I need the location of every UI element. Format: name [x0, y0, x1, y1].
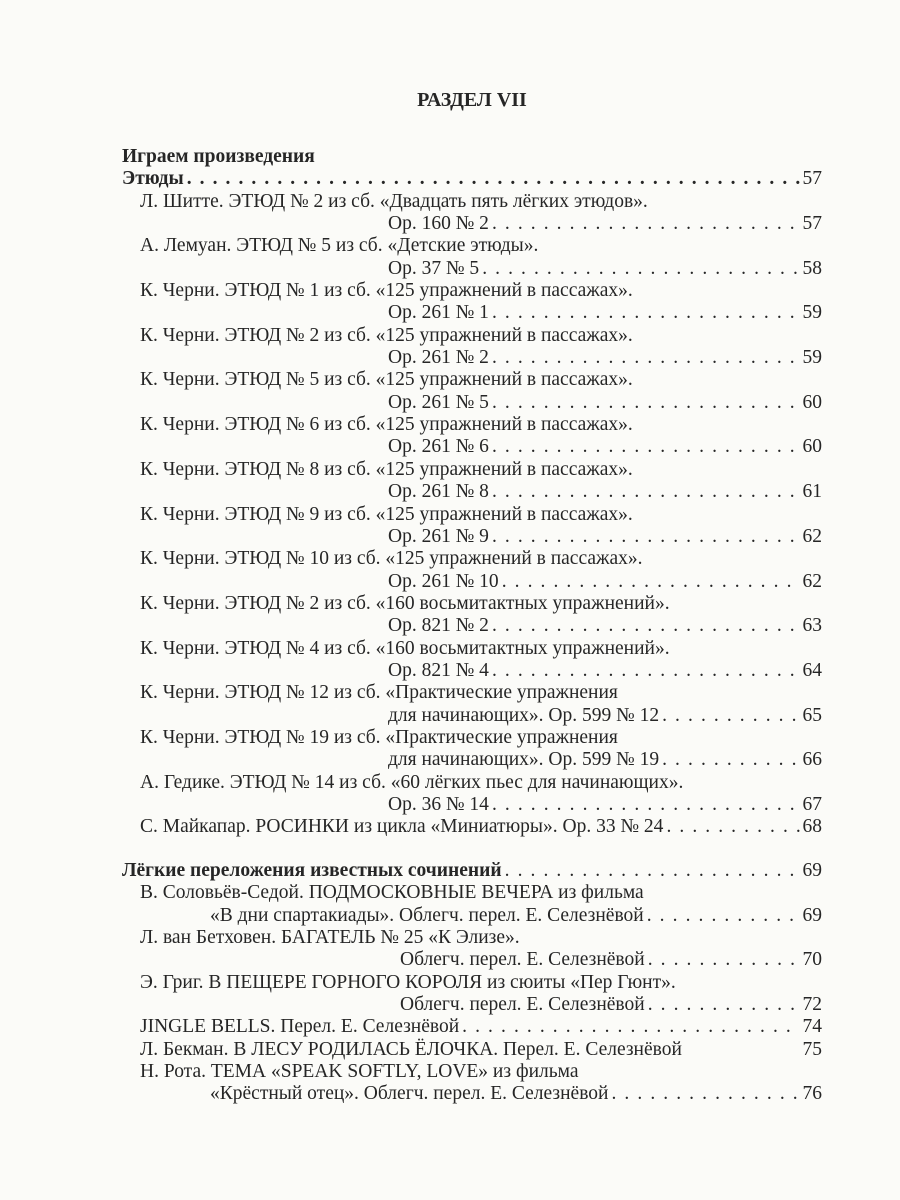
entry-text: Ор. 37 № 5 — [388, 257, 480, 279]
dot-leader — [489, 347, 800, 369]
entry-text: Л. ван Бетховен. БАГАТЕЛЬ № 25 «К Элизе». — [140, 927, 520, 949]
page-number: 60 — [802, 391, 822, 413]
toc-entry-line-with-page — [122, 571, 822, 593]
toc-entry-line — [122, 280, 822, 302]
toc-entry[interactable] — [122, 927, 822, 972]
entry-text: Ор. 261 № 2 — [388, 347, 489, 369]
entry-text: Ор. 261 № 9 — [388, 525, 489, 547]
dot-leader — [663, 816, 800, 838]
toc-entry-line — [122, 593, 822, 615]
entry-text: В. Соловьёв-Седой. ПОДМОСКОВНЫЕ ВЕЧЕРА из фильма — [140, 882, 644, 904]
page-number: 76 — [802, 1083, 822, 1105]
dot-leader — [489, 481, 800, 503]
toc-section-arrangements — [122, 860, 822, 1106]
entry-text: Ор. 261 № 5 — [388, 391, 489, 413]
entry-text: К. Черни. ЭТЮД № 6 из сб. «125 упражнений в пассажах». — [140, 414, 633, 436]
toc-entry-line — [122, 325, 822, 347]
dot-leader — [489, 213, 800, 235]
page-number: 61 — [802, 481, 822, 503]
toc-entry-line-with-page — [122, 816, 822, 838]
page-number: 75 — [802, 1038, 822, 1060]
toc-entry[interactable] — [122, 548, 822, 593]
toc-entry[interactable] — [122, 369, 822, 414]
toc-entry-line — [122, 972, 822, 994]
toc-entry-line — [122, 191, 822, 213]
toc-entry[interactable] — [122, 235, 822, 280]
toc-entry-line — [122, 1061, 822, 1083]
page-number: 62 — [802, 570, 822, 592]
page-number: 63 — [802, 615, 822, 637]
toc-entry[interactable] — [122, 816, 822, 838]
page-number: 62 — [802, 525, 822, 547]
dot-leader — [479, 258, 800, 280]
toc-entry-line-with-page — [122, 1083, 822, 1105]
page-number: 69 — [802, 904, 822, 926]
dot-leader — [499, 571, 800, 593]
entry-text: С. Майкапар. РОСИНКИ из цикла «Миниатюры». Ор. 33 № 24 — [140, 816, 664, 838]
page-number: 64 — [802, 659, 822, 681]
entry-text: Ор. 36 № 14 — [388, 793, 489, 815]
toc-entry-line-with-page — [122, 213, 822, 235]
entry-text: для начинающих». Ор. 599 № 12 — [388, 704, 660, 726]
toc-entry-line-with-page — [122, 905, 822, 927]
entry-text: К. Черни. ЭТЮД № 8 из сб. «125 упражнений в пассажах». — [140, 458, 633, 480]
toc-entry-line-with-page — [122, 794, 822, 816]
dot-leader — [659, 705, 800, 727]
entry-text: Ор. 261 № 10 — [388, 570, 499, 592]
entry-text: К. Черни. ЭТЮД № 9 из сб. «125 упражнений в пассажах». — [140, 503, 633, 525]
dot-leader — [489, 660, 800, 682]
toc-entry[interactable] — [122, 414, 822, 459]
toc-entry[interactable] — [122, 325, 822, 370]
toc-entry[interactable] — [122, 972, 822, 1017]
toc-entry[interactable] — [122, 280, 822, 325]
toc-entry[interactable] — [122, 882, 822, 927]
dot-leader — [459, 1016, 800, 1038]
toc-entry-line — [122, 459, 822, 481]
entry-text: Ор. 261 № 8 — [388, 481, 489, 503]
entry-text: К. Черни. ЭТЮД № 19 из сб. «Практические упражнения — [140, 726, 618, 748]
section-title: РАЗДЕЛ VII — [417, 89, 527, 111]
page-number: 58 — [802, 257, 822, 279]
entry-text: для начинающих». Ор. 599 № 19 — [388, 749, 660, 771]
page-number: 57 — [802, 213, 822, 235]
toc-entry-line — [122, 882, 822, 904]
page-number: 68 — [802, 816, 822, 838]
toc-entry-line-with-page — [122, 1016, 822, 1038]
toc-entry-line — [122, 682, 822, 704]
toc-entry-line — [122, 504, 822, 526]
page-number: 57 — [802, 168, 822, 190]
toc-entry-line-with-page — [122, 660, 822, 682]
page-number: 60 — [802, 436, 822, 458]
dot-leader — [608, 1083, 800, 1105]
toc-entry-line — [122, 727, 822, 749]
dot-leader — [489, 794, 800, 816]
dot-leader — [644, 905, 800, 927]
entry-text: «Крёстный отец». Облегч. перел. Е. Селезнёвой — [210, 1083, 609, 1105]
entry-text: К. Черни. ЭТЮД № 1 из сб. «125 упражнений в пассажах». — [140, 280, 633, 302]
toc-entry[interactable] — [122, 191, 822, 236]
page-number: 65 — [802, 704, 822, 726]
toc-entry-line-with-page — [122, 481, 822, 503]
toc-entry-line — [122, 927, 822, 949]
entry-text: Э. Григ. В ПЕЩЕРЕ ГОРНОГО КОРОЛЯ из сюиты «Пер Гюнт». — [140, 971, 676, 993]
toc-entry[interactable] — [122, 593, 822, 638]
dot-leader — [489, 392, 800, 414]
toc-entry-line-with-page — [122, 749, 822, 771]
entry-text: К. Черни. ЭТЮД № 2 из сб. «160 восьмитактных упражнений». — [140, 592, 670, 614]
toc-entry-line — [122, 638, 822, 660]
toc-entry[interactable] — [122, 1039, 822, 1061]
toc-entry[interactable] — [122, 638, 822, 683]
entry-text: JINGLE BELLS. Перел. Е. Селезнёвой — [140, 1016, 460, 1038]
page-number: 72 — [802, 994, 822, 1016]
entry-text: Облегч. перел. Е. Селезнёвой — [400, 994, 645, 1016]
dot-leader — [645, 994, 800, 1016]
toc-entry-line-with-page — [122, 302, 822, 324]
toc-entry-line-with-page — [122, 1039, 822, 1061]
entry-text: Ор. 821 № 2 — [388, 615, 489, 637]
toc-entry[interactable] — [122, 459, 822, 504]
toc-section-etudes — [122, 146, 822, 839]
entry-text: К. Черни. ЭТЮД № 10 из сб. «125 упражнений в пассажах». — [140, 548, 643, 570]
toc-entry[interactable] — [122, 772, 822, 817]
dot-leader — [489, 526, 800, 548]
entry-text: К. Черни. ЭТЮД № 5 из сб. «125 упражнений в пассажах». — [140, 369, 633, 391]
entry-text: Л. Бекман. В ЛЕСУ РОДИЛАСЬ ЁЛОЧКА. Перел. Е. Селезнёвой — [140, 1038, 682, 1060]
dot-leader — [184, 168, 800, 190]
entry-text: Облегч. перел. Е. Селезнёвой — [400, 949, 645, 971]
page-number: 59 — [802, 347, 822, 369]
toc-entry-line — [122, 548, 822, 570]
page-number: 70 — [802, 949, 822, 971]
dot-leader — [489, 615, 800, 637]
dot-leader — [502, 860, 800, 882]
subheading-text: Этюды — [122, 168, 184, 190]
toc-entry-line — [122, 369, 822, 391]
page-number: 69 — [802, 860, 822, 881]
dot-leader — [489, 436, 800, 458]
dot-leader — [489, 302, 800, 324]
toc-entry[interactable] — [122, 682, 822, 727]
toc-entry-line-with-page — [122, 949, 822, 971]
entry-text: К. Черни. ЭТЮД № 12 из сб. «Практические упражнения — [140, 682, 618, 704]
toc-entry[interactable] — [122, 727, 822, 772]
entry-text: Ор. 261 № 6 — [388, 436, 489, 458]
toc-entry-line-with-page — [122, 347, 822, 369]
toc-entry-line — [122, 772, 822, 794]
toc-entry-line-with-page — [122, 526, 822, 548]
entry-text: А. Лемуан. ЭТЮД № 5 из сб. «Детские этюды». — [140, 235, 539, 257]
toc-entry-line-with-page — [122, 994, 822, 1016]
page-number: 66 — [802, 749, 822, 771]
entry-text: К. Черни. ЭТЮД № 2 из сб. «125 упражнений в пассажах». — [140, 324, 633, 346]
toc-entry[interactable] — [122, 1061, 822, 1106]
toc-entry[interactable] — [122, 504, 822, 549]
entry-text: Л. Шитте. ЭТЮД № 2 из сб. «Двадцать пять лёгких этюдов». — [140, 190, 648, 212]
entry-text: Ор. 821 № 4 — [388, 659, 489, 681]
toc-entry[interactable] — [122, 1016, 822, 1038]
toc-entry-line — [122, 414, 822, 436]
page-number: 74 — [802, 1016, 822, 1038]
page-number: 67 — [802, 793, 822, 815]
entry-text: «В дни спартакиады». Облегч. перел. Е. Селезнёвой — [210, 904, 644, 926]
dot-leader — [659, 749, 800, 771]
section-heading: Играем произведения — [122, 146, 315, 167]
entry-text: А. Гедике. ЭТЮД № 14 из сб. «60 лёгких пьес для начинающих». — [140, 771, 684, 793]
entry-text: Ор. 160 № 2 — [388, 213, 489, 235]
section-heading: Лёгкие переложения известных сочинений — [122, 860, 502, 881]
toc-entry-line-with-page — [122, 436, 822, 458]
entry-text: Н. Рота. ТЕМА «SPEAK SOFTLY, LOVE» из фильма — [140, 1061, 579, 1083]
entry-text: Ор. 261 № 1 — [388, 302, 489, 324]
toc-entry-line-with-page — [122, 258, 822, 280]
toc-entry-line-with-page — [122, 615, 822, 637]
toc-entry-line-with-page — [122, 392, 822, 414]
entry-text: К. Черни. ЭТЮД № 4 из сб. «160 восьмитактных упражнений». — [140, 637, 670, 659]
toc-heading-arrangements[interactable] — [122, 860, 822, 882]
toc-entry-line-with-page — [122, 705, 822, 727]
toc-entry-line — [122, 235, 822, 257]
page-number: 59 — [802, 302, 822, 324]
toc-subheading-etudes[interactable] — [122, 168, 822, 190]
dot-leader — [645, 949, 800, 971]
